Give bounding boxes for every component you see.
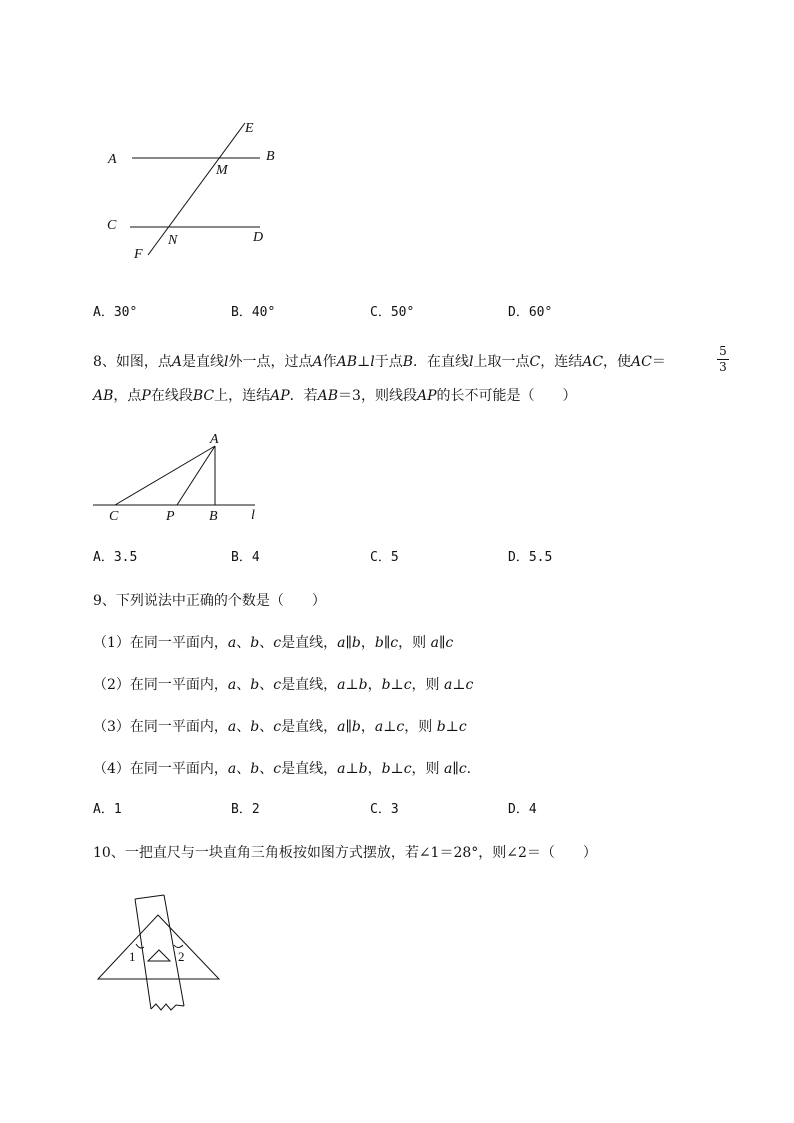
q8-fraction-five-thirds [717,345,729,374]
figure-triangle-on-line [90,430,270,525]
q9-option-c[interactable]: C．3 [370,802,399,817]
angle-1-label: 1 [129,949,136,964]
q7-option-b[interactable]: B．40° [231,305,276,320]
figure-parallel-lines [95,115,395,275]
segment-ac [115,446,215,505]
set-square-triangle [98,915,219,979]
q8-option-c[interactable]: C．5 [370,550,399,565]
q9-statement-1: （1）在同一平面内，a、b、c是直线，a∥b，b∥c，则 a∥c [93,635,454,651]
angle-1-arc [136,944,144,948]
ruler-left-edge [135,899,151,1009]
q8-option-d[interactable]: D．5.5 [508,550,553,565]
q9-statement-2: （2）在同一平面内，a、b、c是直线，a⊥b，b⊥c，则 a⊥c [93,677,474,693]
label-l: l [251,508,255,523]
label-n: N [168,233,178,248]
q8-stem-line2: AB，点P在线段BC上，连结AP．若AB＝3，则线段AP的长不可能是（ ） [93,388,577,404]
q9-statement-4: （4）在同一平面内，a、b、c是直线，a⊥b，b⊥c，则 a∥c. [93,761,472,777]
label-e: E [245,121,254,136]
label-b: B [209,509,218,524]
q9-option-d[interactable]: D．4 [508,802,537,817]
angle-2-arc [174,945,183,948]
set-square-hole [148,950,170,961]
fraction-numerator: 5 [719,344,727,358]
label-b: B [266,149,275,164]
label-a: A [108,152,117,167]
q8-option-a[interactable]: A．3.5 [93,550,138,565]
label-f: F [134,247,143,262]
q7-option-d[interactable]: D．60° [508,305,553,320]
line-ef [148,123,245,255]
label-c: C [107,218,117,233]
q8-stem-line1: 8、如图，点A是直线l外一点，过点A作AB⊥l于点B．在直线l上取一点C，连结AC，使AC＝ [93,354,666,370]
angle-2-label: 2 [178,949,185,964]
label-c: C [109,509,119,524]
q9-statement-3: （3）在同一平面内，a、b、c是直线，a∥b，a⊥c，则 b⊥c [93,719,467,735]
label-d: D [253,230,264,245]
q7-option-a[interactable]: A．30° [93,305,138,320]
q8-option-b[interactable]: B．4 [231,550,260,565]
fraction-denominator: 3 [719,360,727,374]
segment-ap [177,446,215,505]
label-m: M [216,163,228,178]
label-a: A [210,432,219,447]
q10-stem: 10、一把直尺与一块直角三角板按如图方式摆放，若∠1＝28°，则∠2＝（ ） [93,845,597,861]
label-p: P [166,509,175,524]
ruler-broken-end [151,1004,184,1010]
ruler-top-edge [135,895,164,899]
q9-stem: 9、下列说法中正确的个数是（ ） [93,593,326,609]
q9-option-b[interactable]: B．2 [231,802,260,817]
q9-option-a[interactable]: A．1 [93,802,122,817]
figure-ruler-and-triangle [92,890,232,1020]
q7-option-c[interactable]: C．50° [370,305,415,320]
